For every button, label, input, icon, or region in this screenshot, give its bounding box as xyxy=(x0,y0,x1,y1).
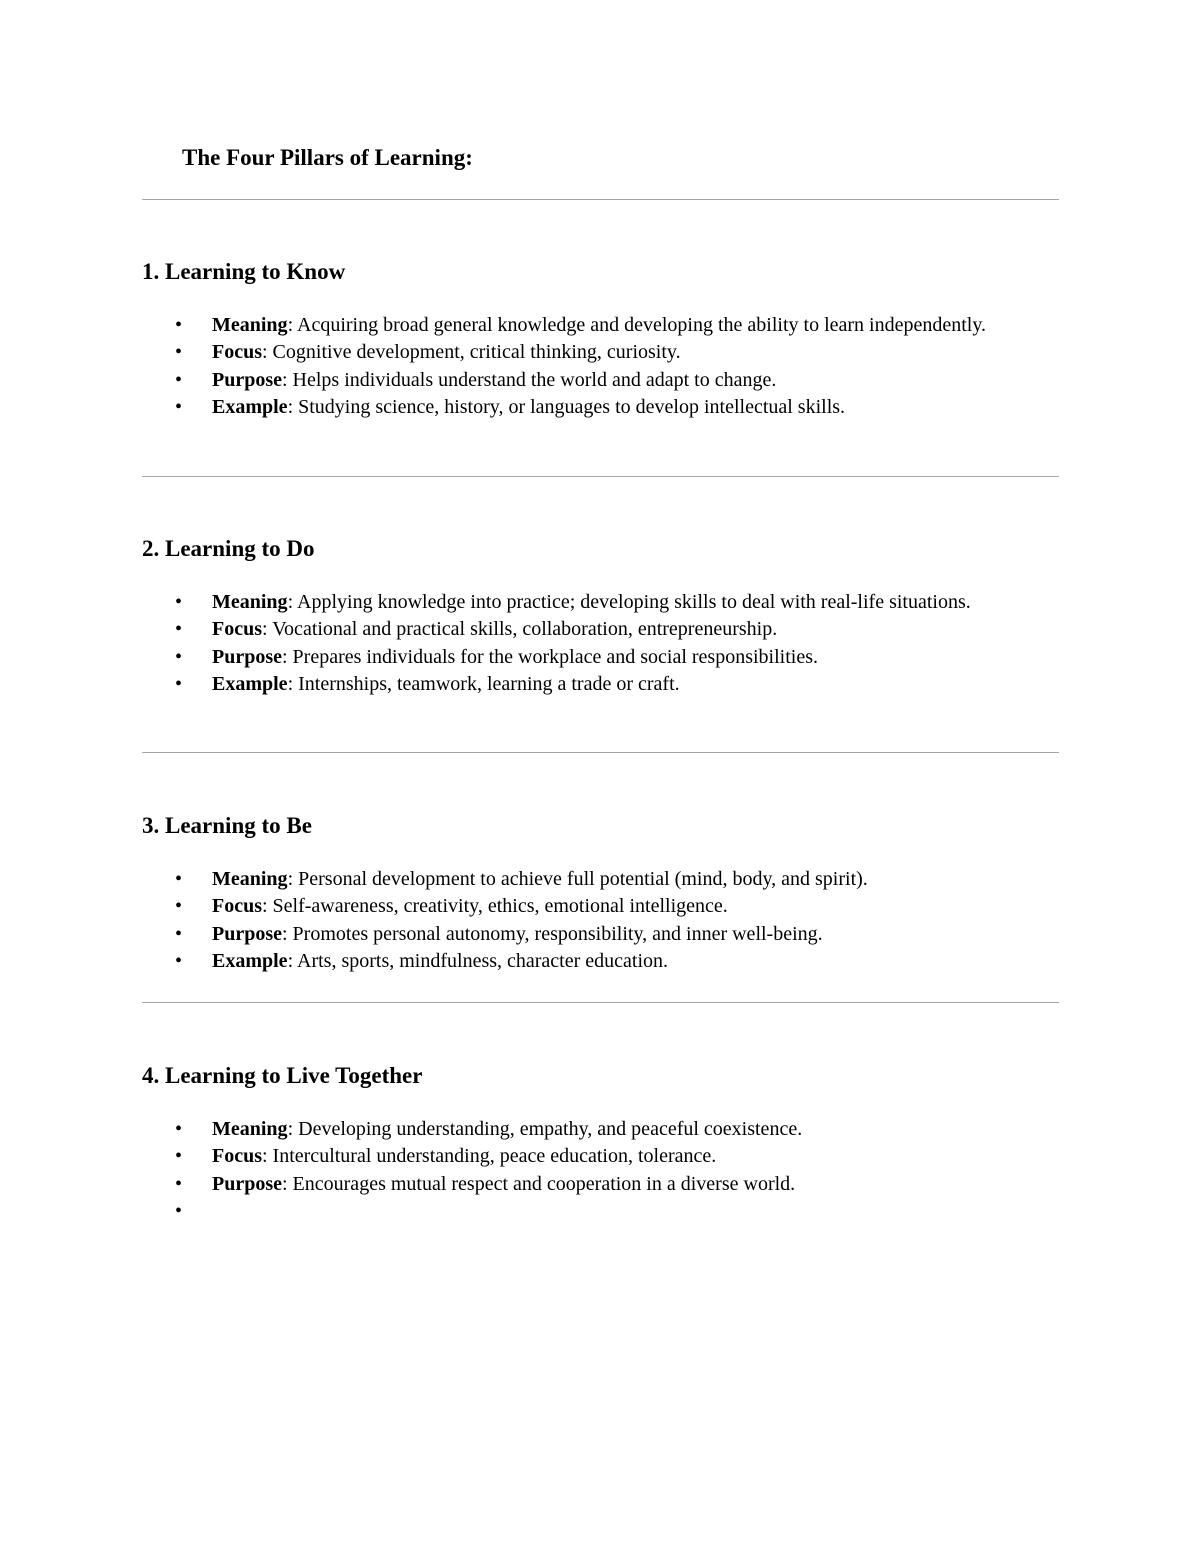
list-item xyxy=(142,589,1012,616)
item-term: Focus xyxy=(212,618,262,641)
bullet-icon: • xyxy=(175,895,183,918)
list-item xyxy=(142,339,1012,366)
bullet-list xyxy=(142,1116,1042,1225)
horizontal-rule xyxy=(142,476,1059,477)
bullet-icon: • xyxy=(175,1145,183,1168)
list-item xyxy=(142,312,1012,339)
section-learning-to-do xyxy=(142,534,1042,698)
horizontal-rule xyxy=(142,752,1059,753)
list-item xyxy=(142,866,1012,893)
item-term: Purpose xyxy=(212,368,282,391)
bullet-icon: • xyxy=(175,922,183,945)
list-item xyxy=(142,394,1012,421)
item-text: : Prepares individuals for the workplace and social responsibilities. xyxy=(282,645,818,668)
item-text: : Encourages mutual respect and cooperation in a diverse world. xyxy=(282,1172,796,1195)
list-item xyxy=(142,1116,1012,1143)
item-term: Purpose xyxy=(212,922,282,945)
list-item xyxy=(142,921,1012,948)
bullet-icon: • xyxy=(175,618,183,641)
item-text: : Internships, teamwork, learning a trade or craft. xyxy=(287,672,680,695)
bullet-list xyxy=(142,589,1042,698)
item-term: Focus xyxy=(212,1145,262,1168)
section-learning-to-live-together xyxy=(142,1061,1042,1225)
item-term: Meaning xyxy=(212,314,288,336)
item-term: Example xyxy=(212,395,288,418)
bullet-icon: • xyxy=(175,314,183,336)
bullet-list xyxy=(142,866,1042,975)
item-text: : Vocational and practical skills, collaboration, entrepreneurship. xyxy=(262,618,778,641)
list-item xyxy=(142,644,1012,671)
bullet-icon: • xyxy=(175,591,183,613)
bullet-icon: • xyxy=(175,645,183,668)
item-term: Meaning xyxy=(212,868,288,890)
bullet-icon: • xyxy=(175,672,183,695)
item-term: Example xyxy=(212,672,288,695)
item-text: : Self-awareness, creativity, ethics, emotional intelligence. xyxy=(262,895,728,918)
item-term: Meaning xyxy=(212,1118,288,1140)
list-item xyxy=(142,1143,1012,1170)
item-text: : Developing understanding, empathy, and peaceful coexistence. xyxy=(287,1118,803,1140)
item-text: : Personal development to achieve full potential (mind, body, and spirit). xyxy=(287,868,868,890)
bullet-icon: • xyxy=(175,341,183,364)
item-text: : Promotes personal autonomy, responsibility, and inner well-being. xyxy=(282,922,823,945)
section-learning-to-know xyxy=(142,257,1042,421)
item-term: Purpose xyxy=(212,645,282,668)
item-text: : Helps individuals understand the world and adapt to change. xyxy=(282,368,777,391)
section-heading: 1. Learning to Know xyxy=(142,259,346,284)
bullet-icon: • xyxy=(175,868,183,890)
item-text: : Intercultural understanding, peace education, tolerance. xyxy=(262,1145,717,1168)
bullet-list xyxy=(142,312,1042,421)
list-item-empty xyxy=(142,1198,1012,1225)
item-text: : Acquiring broad general knowledge and developing the ability to learn independently. xyxy=(287,314,987,336)
list-item xyxy=(142,616,1012,643)
item-text: : Cognitive development, critical thinking, curiosity. xyxy=(262,341,681,364)
bullet-icon: • xyxy=(175,368,183,391)
bullet-icon: • xyxy=(175,949,183,972)
item-text: : Arts, sports, mindfulness, character education. xyxy=(287,949,669,972)
bullet-icon: • xyxy=(175,395,183,418)
item-term: Focus xyxy=(212,895,262,918)
item-term: Meaning xyxy=(212,591,288,613)
item-term: Example xyxy=(212,949,288,972)
document-title: The Four Pillars of Learning: xyxy=(182,145,473,170)
section-heading: 3. Learning to Be xyxy=(142,813,312,838)
bullet-icon: • xyxy=(175,1118,183,1140)
item-term: Purpose xyxy=(212,1172,282,1195)
list-item xyxy=(142,367,1012,394)
item-text: : Studying science, history, or languages to develop intellectual skills. xyxy=(287,395,846,418)
section-heading: 4. Learning to Live Together xyxy=(142,1063,423,1088)
item-text: : Applying knowledge into practice; developing skills to deal with real-life situations. xyxy=(287,591,971,613)
section-heading: 2. Learning to Do xyxy=(142,536,315,561)
bullet-icon: • xyxy=(175,1199,183,1222)
horizontal-rule xyxy=(142,199,1059,200)
horizontal-rule xyxy=(142,1002,1059,1003)
section-learning-to-be xyxy=(142,811,1042,975)
list-item xyxy=(142,893,1012,920)
list-item xyxy=(142,948,1012,975)
item-term: Focus xyxy=(212,341,262,364)
bullet-icon: • xyxy=(175,1172,183,1195)
list-item xyxy=(142,1171,1012,1198)
list-item xyxy=(142,671,1012,698)
